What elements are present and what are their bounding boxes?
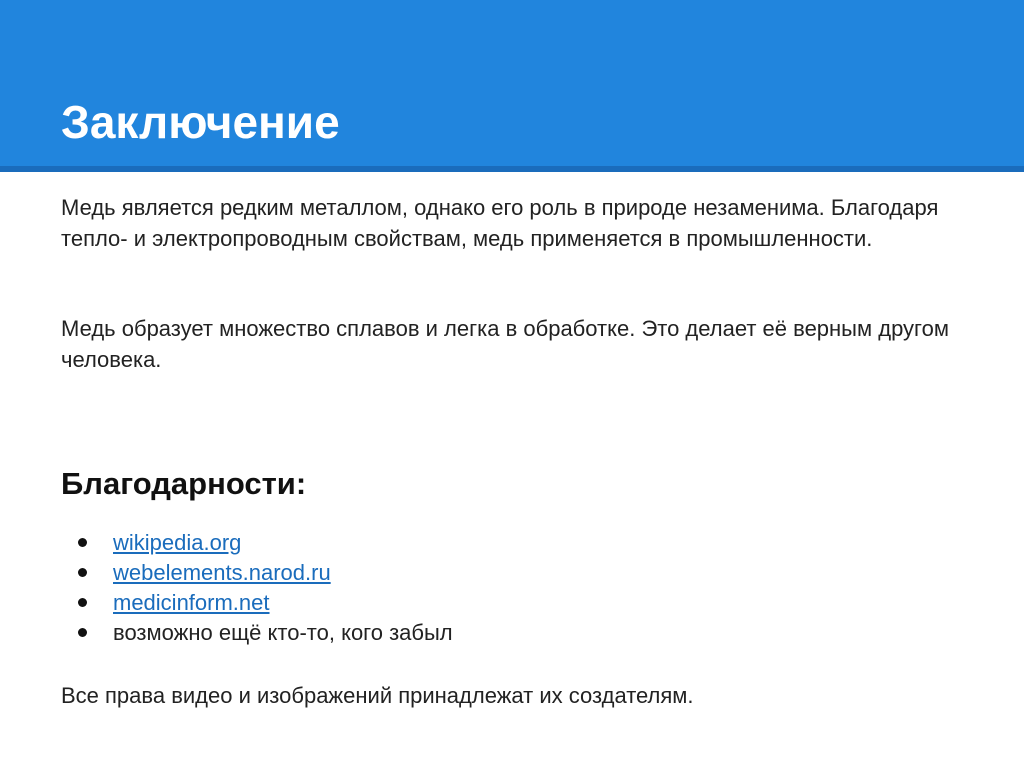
copyright-note: Все права видео и изображений принадлежат их создателям. — [61, 683, 694, 708]
link-medicinform[interactable]: medicinform.net — [113, 590, 270, 615]
acknowledgements-list — [61, 528, 453, 648]
list-item — [61, 558, 453, 588]
acknowledgement-note: возможно ещё кто-то, кого забыл — [113, 620, 453, 645]
bullet-icon — [78, 628, 87, 637]
list-item — [61, 618, 453, 648]
conclusion-paragraph-2: Медь образует множество сплавов и легка в обработке. Это делает её верным другом человека. — [61, 316, 949, 372]
bullet-icon — [78, 598, 87, 607]
list-item — [61, 528, 453, 558]
title-banner — [0, 0, 1024, 166]
link-webelements[interactable]: webelements.narod.ru — [113, 560, 331, 585]
list-item — [61, 588, 453, 618]
bullet-icon — [78, 538, 87, 547]
slide-title: Заключение — [61, 96, 340, 148]
link-wikipedia[interactable]: wikipedia.org — [113, 530, 242, 555]
acknowledgements-heading: Благодарности: — [61, 466, 307, 501]
title-banner-rule — [0, 166, 1024, 172]
conclusion-paragraph-1: Медь является редким металлом, однако его роль в природе незаменима. Благодаря тепло- и электропроводным свойствам, медь применяется в промышленности. — [61, 195, 939, 251]
bullet-icon — [78, 568, 87, 577]
